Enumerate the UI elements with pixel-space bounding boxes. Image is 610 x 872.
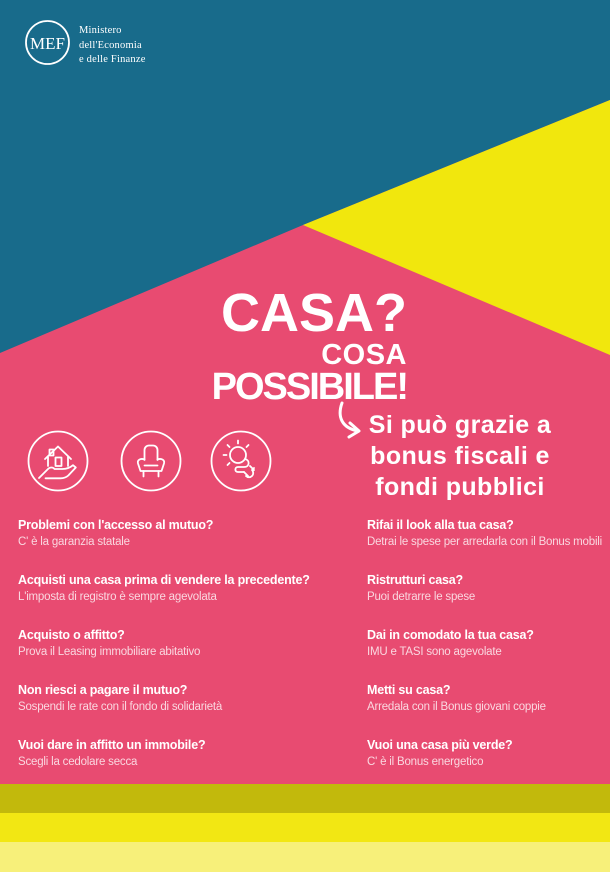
subtitle-line: Si può grazie a — [368, 411, 552, 439]
energy-saving-plug-icon — [210, 430, 272, 492]
title-line-cosa: COSA — [321, 339, 407, 371]
ministry-line: e delle Finanze — [79, 54, 146, 65]
qa-question: Ristrutturi casa? — [367, 573, 463, 587]
qa-question: Dai in comodato la tua casa? — [367, 628, 534, 642]
qa-answer: Puoi detrarre le spese — [367, 591, 476, 603]
qa-question: Acquisti una casa prima di vendere la precedente? — [18, 573, 310, 587]
qa-item — [18, 682, 353, 715]
qa-item — [367, 572, 610, 605]
qa-answer: L'imposta di registro è sempre agevolata — [18, 591, 217, 603]
qa-answer: Sospendi le rate con il fondo di solidarietà — [18, 701, 223, 713]
qa-item — [18, 627, 353, 660]
subtitle-line: bonus fiscali e — [370, 442, 550, 470]
qa-question: Rifai il look alla tua casa? — [367, 518, 514, 532]
qa-item — [18, 517, 353, 550]
ministry-name — [79, 24, 146, 68]
armchair-icon — [120, 430, 182, 492]
poster-title — [211, 283, 407, 408]
qa-item — [18, 572, 353, 605]
title-line-possibile: POSSIBILE! — [211, 366, 407, 408]
qa-question: Vuoi dare in affitto un immobile? — [18, 738, 206, 752]
qa-question: Non riesci a pagare il mutuo? — [18, 683, 188, 697]
title-line-casa: CASA? — [221, 283, 407, 343]
qa-question: Metti su casa? — [367, 683, 451, 697]
ministry-line: Ministero — [79, 25, 122, 36]
bottom-stripe-yellow — [0, 813, 610, 842]
qa-answer: Scegli la cedolare secca — [18, 756, 138, 768]
house-in-hand-icon — [27, 430, 89, 492]
subtitle-line: fondi pubblici — [375, 473, 545, 501]
qa-question: Problemi con l'accesso al mutuo? — [18, 518, 214, 532]
qa-answer: C' è il Bonus energetico — [367, 756, 484, 768]
ministry-line: dell'Economia — [79, 39, 142, 51]
qa-question: Vuoi una casa più verde? — [367, 738, 513, 752]
qa-answer: Arredala con il Bonus giovani coppie — [367, 701, 546, 713]
qa-item — [367, 682, 610, 715]
qa-answer: Prova il Leasing immobiliare abitativo — [18, 646, 201, 658]
qa-item — [367, 517, 610, 550]
qa-question: Acquisto o affitto? — [18, 628, 125, 642]
mef-acronym: MEF — [30, 34, 65, 53]
qa-answer: IMU e TASI sono agevolate — [367, 646, 502, 658]
qa-item — [18, 737, 353, 770]
qa-item — [367, 627, 610, 660]
bottom-stripe-olive — [0, 784, 610, 813]
qa-answer: Detrai le spese per arredarla con il Bonus mobili — [367, 536, 603, 548]
qa-answer: C' è la garanzia statale — [18, 536, 130, 548]
poster-subtitle — [352, 410, 568, 503]
bottom-stripe-pale — [0, 842, 610, 872]
qa-item — [367, 737, 610, 770]
mef-logo-icon — [24, 19, 71, 66]
